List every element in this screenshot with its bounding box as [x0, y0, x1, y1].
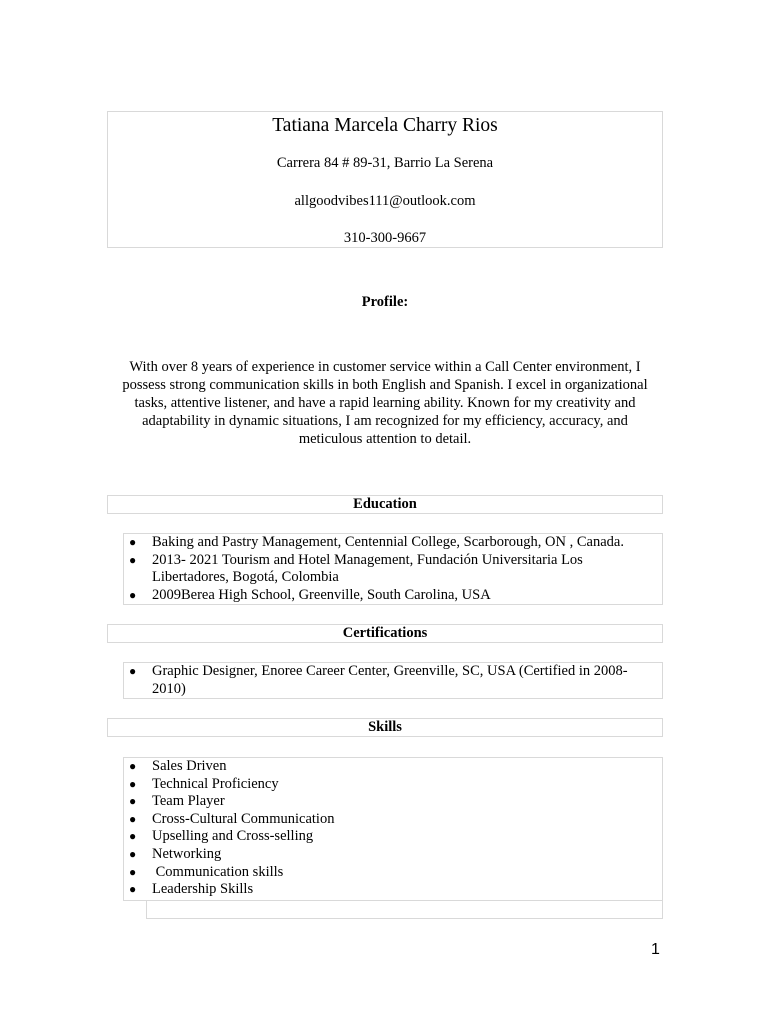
candidate-name: Tatiana Marcela Charry Rios	[272, 115, 498, 136]
education-title	[107, 495, 663, 514]
profile-line: With over 8 years of experience in customer service within a Call Center environment, I	[129, 359, 641, 375]
skills-list-box	[123, 757, 663, 901]
list-item-text: Leadership Skills	[152, 881, 254, 898]
list-item-text: Team Player	[152, 793, 225, 810]
list-item	[124, 552, 662, 587]
bullet-icon: ●	[129, 759, 137, 773]
empty-table-row	[146, 900, 663, 919]
phone: 310-300-9667	[343, 230, 427, 246]
email: allgoodvibes111@outlook.com	[294, 193, 476, 209]
bullet-icon: ●	[129, 829, 137, 844]
contact-header	[107, 111, 663, 248]
list-item-text: Technical Proficiency	[152, 775, 279, 792]
bullet-icon: ●	[129, 882, 137, 897]
skills-list	[124, 758, 662, 899]
list-item	[124, 587, 662, 605]
list-item-text: Upselling and Cross-selling	[152, 828, 314, 845]
list-item	[124, 846, 662, 864]
education-list	[124, 534, 662, 604]
bullet-icon: ●	[129, 535, 137, 549]
bullet-icon: ●	[129, 811, 137, 826]
list-item	[124, 881, 662, 899]
address: Carrera 84 # 89-31, Barrio La Serena	[276, 155, 494, 171]
certifications-title-text: Certifications	[342, 625, 428, 641]
list-item	[124, 663, 662, 698]
list-item-text: Communication skills	[152, 863, 284, 880]
bullet-icon: ●	[129, 794, 137, 809]
profile-line: tasks, attentive listener, and have a rapid learning ability. Known for my creativity and	[134, 395, 636, 411]
certifications-list	[124, 663, 662, 698]
skills-title	[107, 718, 663, 737]
list-item	[124, 776, 662, 794]
list-item-text: 2009Berea High School, Greenville, South Carolina, USA	[152, 586, 491, 603]
certifications-list-box	[123, 662, 663, 699]
list-item-text: Cross-Cultural Communication	[152, 810, 335, 827]
education-title-text: Education	[353, 496, 417, 512]
list-item	[124, 811, 662, 829]
profile-line: meticulous attention to detail.	[298, 431, 472, 447]
profile-line: possess strong communication skills in both English and Spanish. I excel in organizational	[122, 377, 648, 393]
list-item-text: 2013- 2021 Tourism and Hotel Management, Fundación Universitaria Los Libertadores, Bogotá, Colombia	[152, 551, 583, 586]
bullet-icon: ●	[129, 587, 137, 602]
list-item-text: Baking and Pastry Management, Centennial College, Scarborough, ON , Canada.	[152, 534, 624, 550]
list-item-text: Sales Driven	[152, 758, 227, 774]
certifications-title	[107, 624, 663, 643]
skills-title-text: Skills	[368, 719, 402, 735]
profile-line: adaptability in dynamic situations, I am recognized for my efficiency, accuracy, and	[142, 413, 628, 429]
page-number: 1	[651, 941, 660, 958]
list-item	[124, 534, 662, 552]
list-item	[124, 758, 662, 776]
profile-title: Profile:	[361, 294, 409, 310]
list-item	[124, 828, 662, 846]
bullet-icon: ●	[129, 776, 137, 791]
list-item-text: Graphic Designer, Enoree Career Center, Greenville, SC, USA (Certified in 2008-2010)	[152, 663, 628, 697]
list-item	[124, 793, 662, 811]
bullet-icon: ●	[129, 864, 137, 879]
bullet-icon: ●	[129, 664, 137, 678]
profile-text	[107, 358, 663, 448]
education-list-box	[123, 533, 663, 605]
list-item-text: Networking	[152, 845, 222, 862]
bullet-icon: ●	[129, 846, 137, 861]
bullet-icon: ●	[129, 552, 137, 567]
list-item	[124, 864, 662, 882]
